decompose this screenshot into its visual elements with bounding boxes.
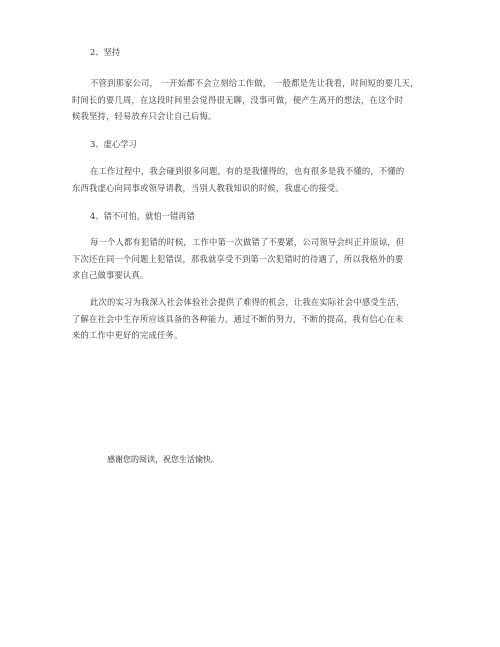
paragraph-line: 来的工作中更好的完成任务。 bbox=[72, 330, 183, 340]
paragraph-line: 求自己做事要认真。 bbox=[72, 270, 149, 280]
section-heading-humble-learning: 3、虚心学习 bbox=[90, 139, 137, 149]
paragraph-line: 此次的实习为我深入社会体验社会提供了难得的机会，让我在实际社会中感受生活， bbox=[90, 297, 405, 307]
closing-note: 感谢您的阅读，祝您生活愉快。 bbox=[107, 455, 219, 464]
paragraph-line: 时间长的要几周，在这段时间里会觉得很无聊，没事可做，便产生离开的想法，在这个时 bbox=[72, 94, 404, 105]
paragraph-line: 了解在社会中生存所应该具备的各种能力。通过不断的努力，不断的提高，我有信心在未 bbox=[72, 313, 404, 324]
section-body-persistence bbox=[72, 75, 442, 125]
section-heading-mistakes: 4、错不可怕，就怕一错再错 bbox=[90, 211, 195, 221]
section-heading-persistence: 2、坚持 bbox=[90, 47, 121, 57]
paragraph-line: 候我坚持，轻易放弃只会让自己后悔。 bbox=[72, 111, 217, 121]
section-body-mistakes bbox=[72, 234, 442, 284]
paragraph-line: 在工作过程中，我会碰到很多问题，有的是我懂得的，也有很多是我不懂的，不懂的 bbox=[90, 166, 405, 176]
section-body-humble-learning bbox=[72, 163, 442, 196]
paragraph-line: 下次还在同一个问题上犯错误，那我就享受不到第一次犯错时的待遇了，所以我格外的要 bbox=[72, 253, 404, 264]
paragraph-line: 东西我虚心向同事或领导请教，当别人教我知识的时候，我虚心的接受。 bbox=[72, 182, 344, 193]
conclusion-paragraph bbox=[72, 294, 442, 344]
paragraph-line: 不管到那家公司， 一开始都不会立刻给工作做， 一般都是先让我看，时间短的要几天， bbox=[90, 78, 419, 88]
paragraph-line: 每一个人都有犯错的时候，工作中第一次做错了不要紧，公司领导会纠正并原谅，但 bbox=[90, 237, 405, 247]
